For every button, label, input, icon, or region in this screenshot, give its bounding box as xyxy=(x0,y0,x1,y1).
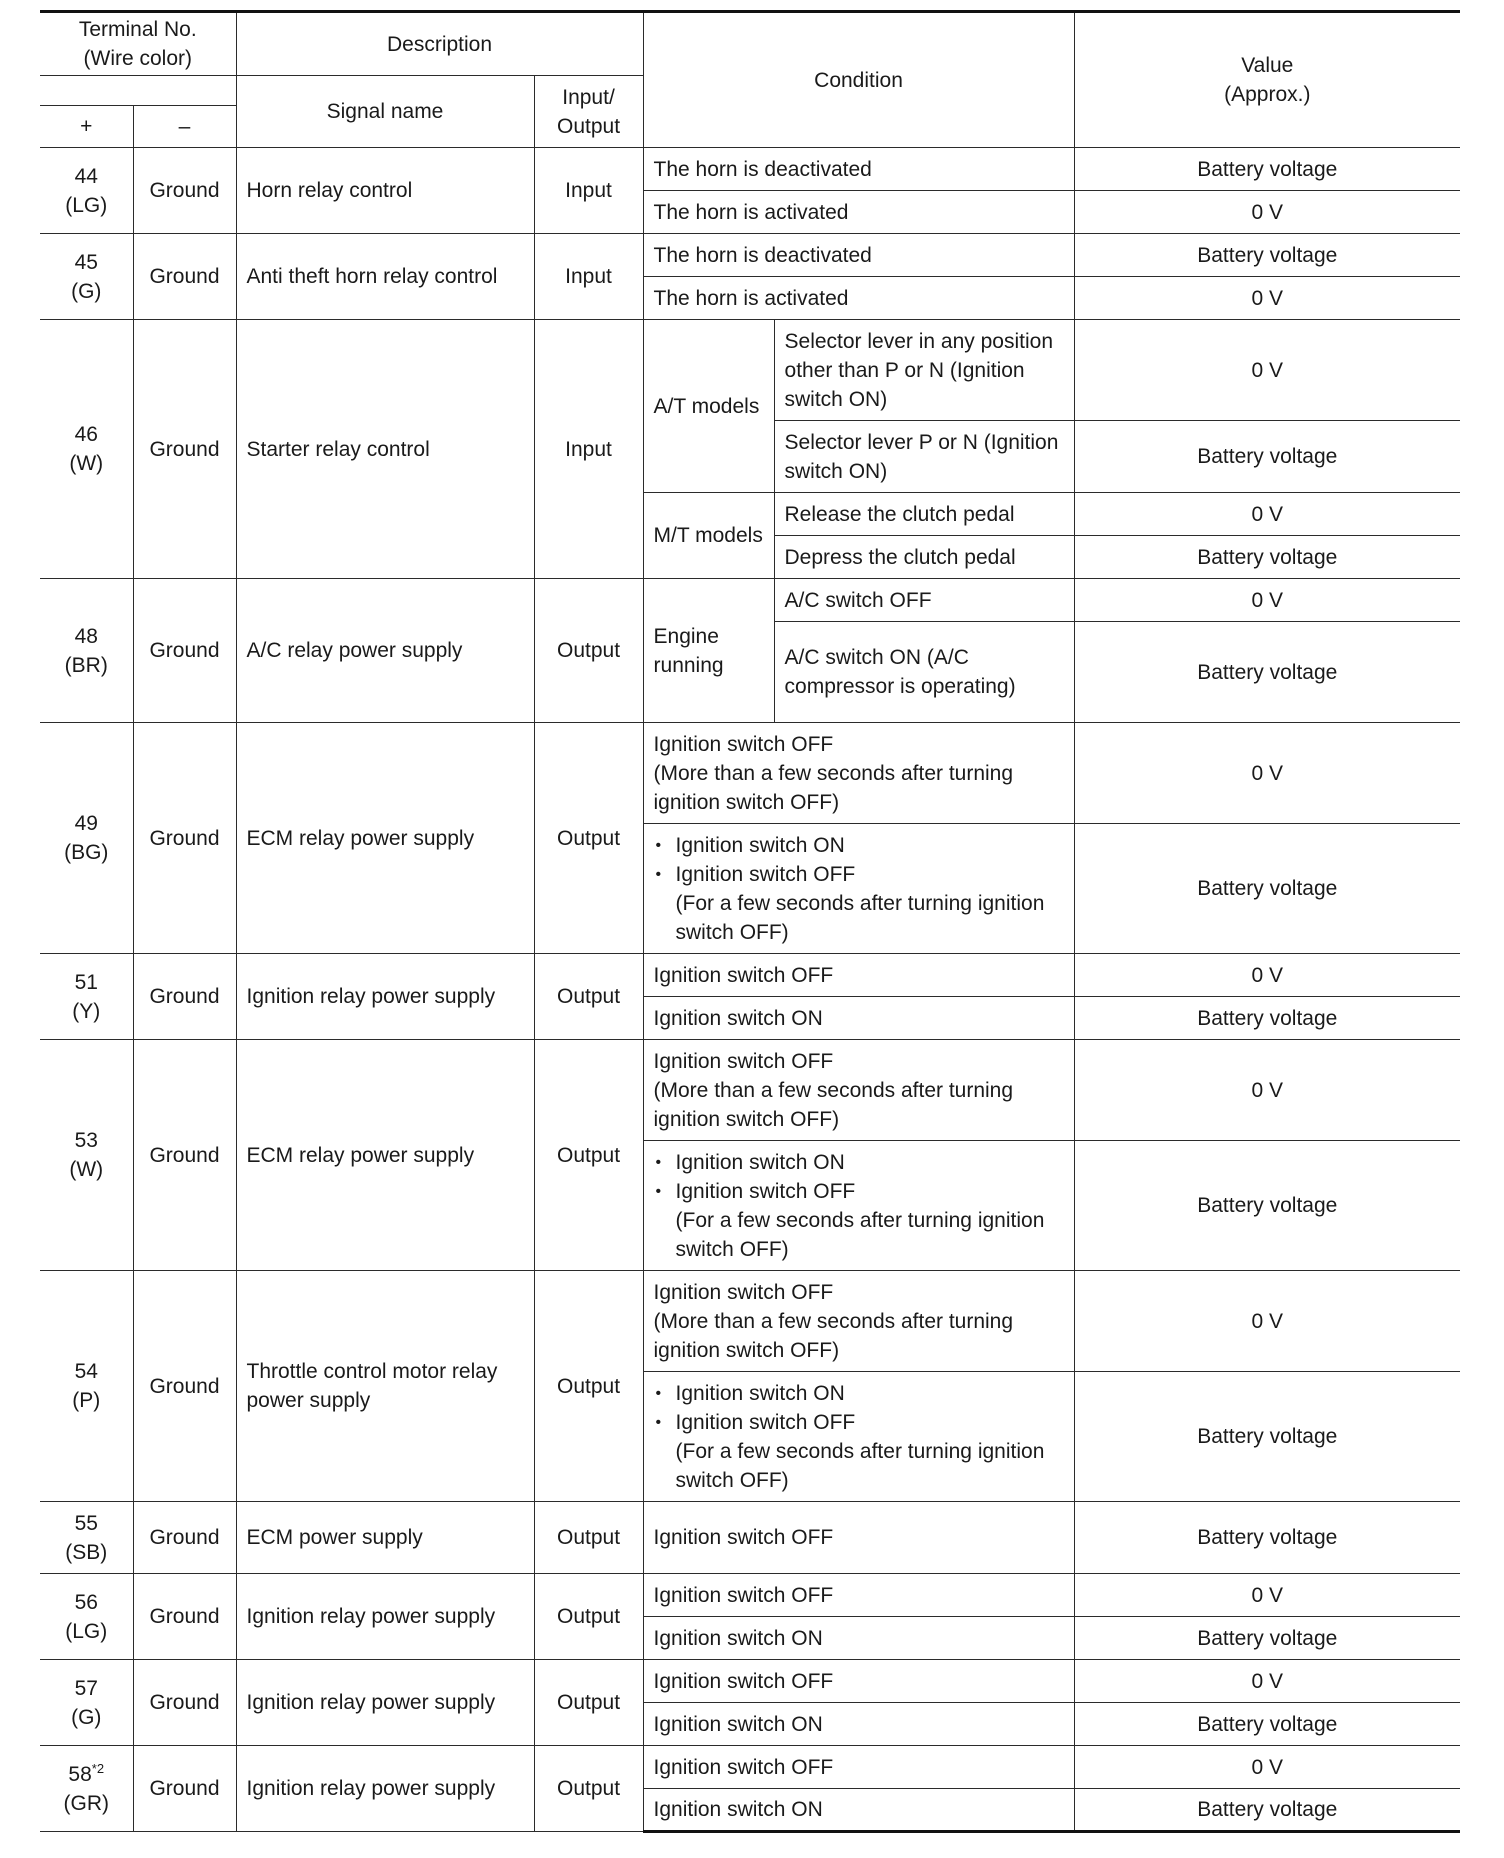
value-cell: Battery voltage xyxy=(1074,421,1460,493)
io-type: Output xyxy=(534,1040,643,1271)
signal-name: ECM power supply xyxy=(236,1502,534,1574)
value-cell: Battery voltage xyxy=(1074,1617,1460,1660)
table-row xyxy=(40,1574,1460,1617)
condition-cell: Ignition switch OFF (More than a few seconds after turning ignition switch OFF) xyxy=(643,1040,1074,1141)
signal-name: Throttle control motor relay power supply xyxy=(236,1271,534,1502)
value-cell: 0 V xyxy=(1074,320,1460,421)
terminal-minus: Ground xyxy=(133,1040,236,1271)
signal-name: Ignition relay power supply xyxy=(236,1660,534,1746)
value-cell: Battery voltage xyxy=(1074,824,1460,954)
terminal-table xyxy=(40,10,1460,1833)
table-row xyxy=(40,1040,1460,1141)
terminal-plus: 55 (SB) xyxy=(40,1502,133,1574)
value-cell: 0 V xyxy=(1074,1746,1460,1789)
header-plus: + xyxy=(40,106,133,148)
condition-cell: The horn is activated xyxy=(643,191,1074,234)
terminal-minus: Ground xyxy=(133,723,236,954)
condition-cell: Ignition switch ON xyxy=(643,997,1074,1040)
terminal-minus: Ground xyxy=(133,1502,236,1574)
signal-name: ECM relay power supply xyxy=(236,723,534,954)
value-cell: Battery voltage xyxy=(1074,1789,1460,1832)
condition-cell: The horn is deactivated xyxy=(643,234,1074,277)
table-row xyxy=(40,723,1460,824)
table-row xyxy=(40,320,1460,421)
terminal-minus: Ground xyxy=(133,1746,236,1832)
condition-group: M/T models xyxy=(643,493,774,579)
io-type: Output xyxy=(534,1271,643,1502)
terminal-minus: Ground xyxy=(133,954,236,1040)
signal-name: A/C relay power supply xyxy=(236,579,534,723)
io-type: Output xyxy=(534,1746,643,1832)
condition-cell xyxy=(643,1372,1074,1502)
value-cell: Battery voltage xyxy=(1074,536,1460,579)
bullet-item: • Ignition switch OFF xyxy=(676,1177,1064,1206)
condition-cell: Ignition switch ON xyxy=(643,1703,1074,1746)
value-cell: 0 V xyxy=(1074,723,1460,824)
signal-name: Ignition relay power supply xyxy=(236,954,534,1040)
signal-name: Ignition relay power supply xyxy=(236,1746,534,1832)
value-cell: Battery voltage xyxy=(1074,1141,1460,1271)
condition-cell: Ignition switch OFF xyxy=(643,1574,1074,1617)
terminal-plus: 49 (BG) xyxy=(40,723,133,954)
io-type: Output xyxy=(534,1574,643,1660)
terminal-minus: Ground xyxy=(133,1660,236,1746)
condition-cell: Ignition switch ON xyxy=(643,1617,1074,1660)
header-minus: – xyxy=(133,106,236,148)
condition-bullets xyxy=(654,1379,1064,1437)
signal-name: Starter relay control xyxy=(236,320,534,579)
signal-name: ECM relay power supply xyxy=(236,1040,534,1271)
table-row xyxy=(40,954,1460,997)
io-type: Input xyxy=(534,234,643,320)
condition-cell: Ignition switch OFF xyxy=(643,1746,1074,1789)
terminal-plus: 54 (P) xyxy=(40,1271,133,1502)
table-row xyxy=(40,579,1460,622)
condition-cell: Selector lever P or N (Ignition switch ON) xyxy=(774,421,1074,493)
io-type: Input xyxy=(534,320,643,579)
terminal-minus: Ground xyxy=(133,320,236,579)
terminal-plus: 53 (W) xyxy=(40,1040,133,1271)
bullet-item: • Ignition switch ON xyxy=(676,1148,1064,1177)
condition-cell: Depress the clutch pedal xyxy=(774,536,1074,579)
header-value: Value (Approx.) xyxy=(1074,12,1460,148)
condition-note: (For a few seconds after turning ignition switch OFF) xyxy=(675,891,1045,944)
condition-cell: Ignition switch OFF (More than a few seconds after turning ignition switch OFF) xyxy=(643,723,1074,824)
value-cell: Battery voltage xyxy=(1074,997,1460,1040)
io-type: Output xyxy=(534,579,643,723)
value-cell: 0 V xyxy=(1074,493,1460,536)
io-type: Input xyxy=(534,148,643,234)
condition-cell: A/C switch OFF xyxy=(774,579,1074,622)
condition-cell: Ignition switch OFF xyxy=(643,1660,1074,1703)
value-cell: 0 V xyxy=(1074,1574,1460,1617)
condition-cell: Ignition switch ON xyxy=(643,1789,1074,1832)
value-cell: Battery voltage xyxy=(1074,622,1460,723)
signal-name: Ignition relay power supply xyxy=(236,1574,534,1660)
value-cell: Battery voltage xyxy=(1074,1703,1460,1746)
table-row xyxy=(40,1660,1460,1703)
terminal-plus: 44 (LG) xyxy=(40,148,133,234)
condition-cell: The horn is activated xyxy=(643,277,1074,320)
condition-cell: The horn is deactivated xyxy=(643,148,1074,191)
value-cell: 0 V xyxy=(1074,1660,1460,1703)
terminal-minus: Ground xyxy=(133,1574,236,1660)
bullet-item: • Ignition switch ON xyxy=(676,831,1064,860)
condition-bullets xyxy=(654,1148,1064,1206)
terminal-minus: Ground xyxy=(133,234,236,320)
terminal-minus: Ground xyxy=(133,148,236,234)
table-row xyxy=(40,1746,1460,1789)
io-type: Output xyxy=(534,1660,643,1746)
table-row xyxy=(40,234,1460,277)
value-cell: Battery voltage xyxy=(1074,148,1460,191)
condition-cell xyxy=(643,1141,1074,1271)
terminal-plus: 48 (BR) xyxy=(40,579,133,723)
signal-name: Anti theft horn relay control xyxy=(236,234,534,320)
io-type: Output xyxy=(534,954,643,1040)
terminal-plus: 45 (G) xyxy=(40,234,133,320)
terminal-plus: 57 (G) xyxy=(40,1660,133,1746)
condition-cell xyxy=(643,824,1074,954)
terminal-plus: 58$^{*2}$ (GR) xyxy=(40,1746,133,1832)
footnote-mark: *2 xyxy=(91,1760,105,1776)
condition-cell: Ignition switch OFF (More than a few seconds after turning ignition switch OFF) xyxy=(643,1271,1074,1372)
header-description: Description xyxy=(236,12,643,76)
table-row xyxy=(40,1271,1460,1372)
value-cell: 0 V xyxy=(1074,579,1460,622)
value-cell: 0 V xyxy=(1074,1271,1460,1372)
header-signal-name: Signal name xyxy=(236,76,534,148)
value-cell: Battery voltage xyxy=(1074,234,1460,277)
header-condition: Condition xyxy=(643,12,1074,148)
signal-name: Horn relay control xyxy=(236,148,534,234)
condition-bullets xyxy=(654,831,1064,889)
value-cell: 0 V xyxy=(1074,1040,1460,1141)
value-cell: 0 V xyxy=(1074,277,1460,320)
condition-cell: Release the clutch pedal xyxy=(774,493,1074,536)
value-cell: Battery voltage xyxy=(1074,1502,1460,1574)
value-cell: Battery voltage xyxy=(1074,1372,1460,1502)
table-row xyxy=(40,1502,1460,1574)
header-terminal: Terminal No. (Wire color) xyxy=(40,12,236,76)
value-cell: 0 V xyxy=(1074,954,1460,997)
io-type: Output xyxy=(534,723,643,954)
terminal-plus: 56 (LG) xyxy=(40,1574,133,1660)
condition-group: A/T models xyxy=(643,320,774,493)
value-cell: 0 V xyxy=(1074,191,1460,234)
terminal-minus: Ground xyxy=(133,579,236,723)
condition-group: Engine running xyxy=(643,579,774,723)
terminal-plus: 51 (Y) xyxy=(40,954,133,1040)
condition-cell: Selector lever in any position other than P or N (Ignition switch ON) xyxy=(774,320,1074,421)
header-io: Input/ Output xyxy=(534,76,643,148)
bullet-item: • Ignition switch OFF xyxy=(676,860,1064,889)
bullet-item: • Ignition switch ON xyxy=(676,1379,1064,1408)
bullet-item: • Ignition switch OFF xyxy=(676,1408,1064,1437)
condition-note: (For a few seconds after turning ignition switch OFF) xyxy=(675,1439,1045,1492)
terminal-plus: 46 (W) xyxy=(40,320,133,579)
io-type: Output xyxy=(534,1502,643,1574)
condition-cell: A/C switch ON (A/C compressor is operating) xyxy=(774,622,1074,723)
terminal-minus: Ground xyxy=(133,1271,236,1502)
condition-cell: Ignition switch OFF xyxy=(643,954,1074,997)
table-row xyxy=(40,148,1460,191)
condition-note: (For a few seconds after turning ignition switch OFF) xyxy=(675,1208,1045,1261)
condition-cell: Ignition switch OFF xyxy=(643,1502,1074,1574)
